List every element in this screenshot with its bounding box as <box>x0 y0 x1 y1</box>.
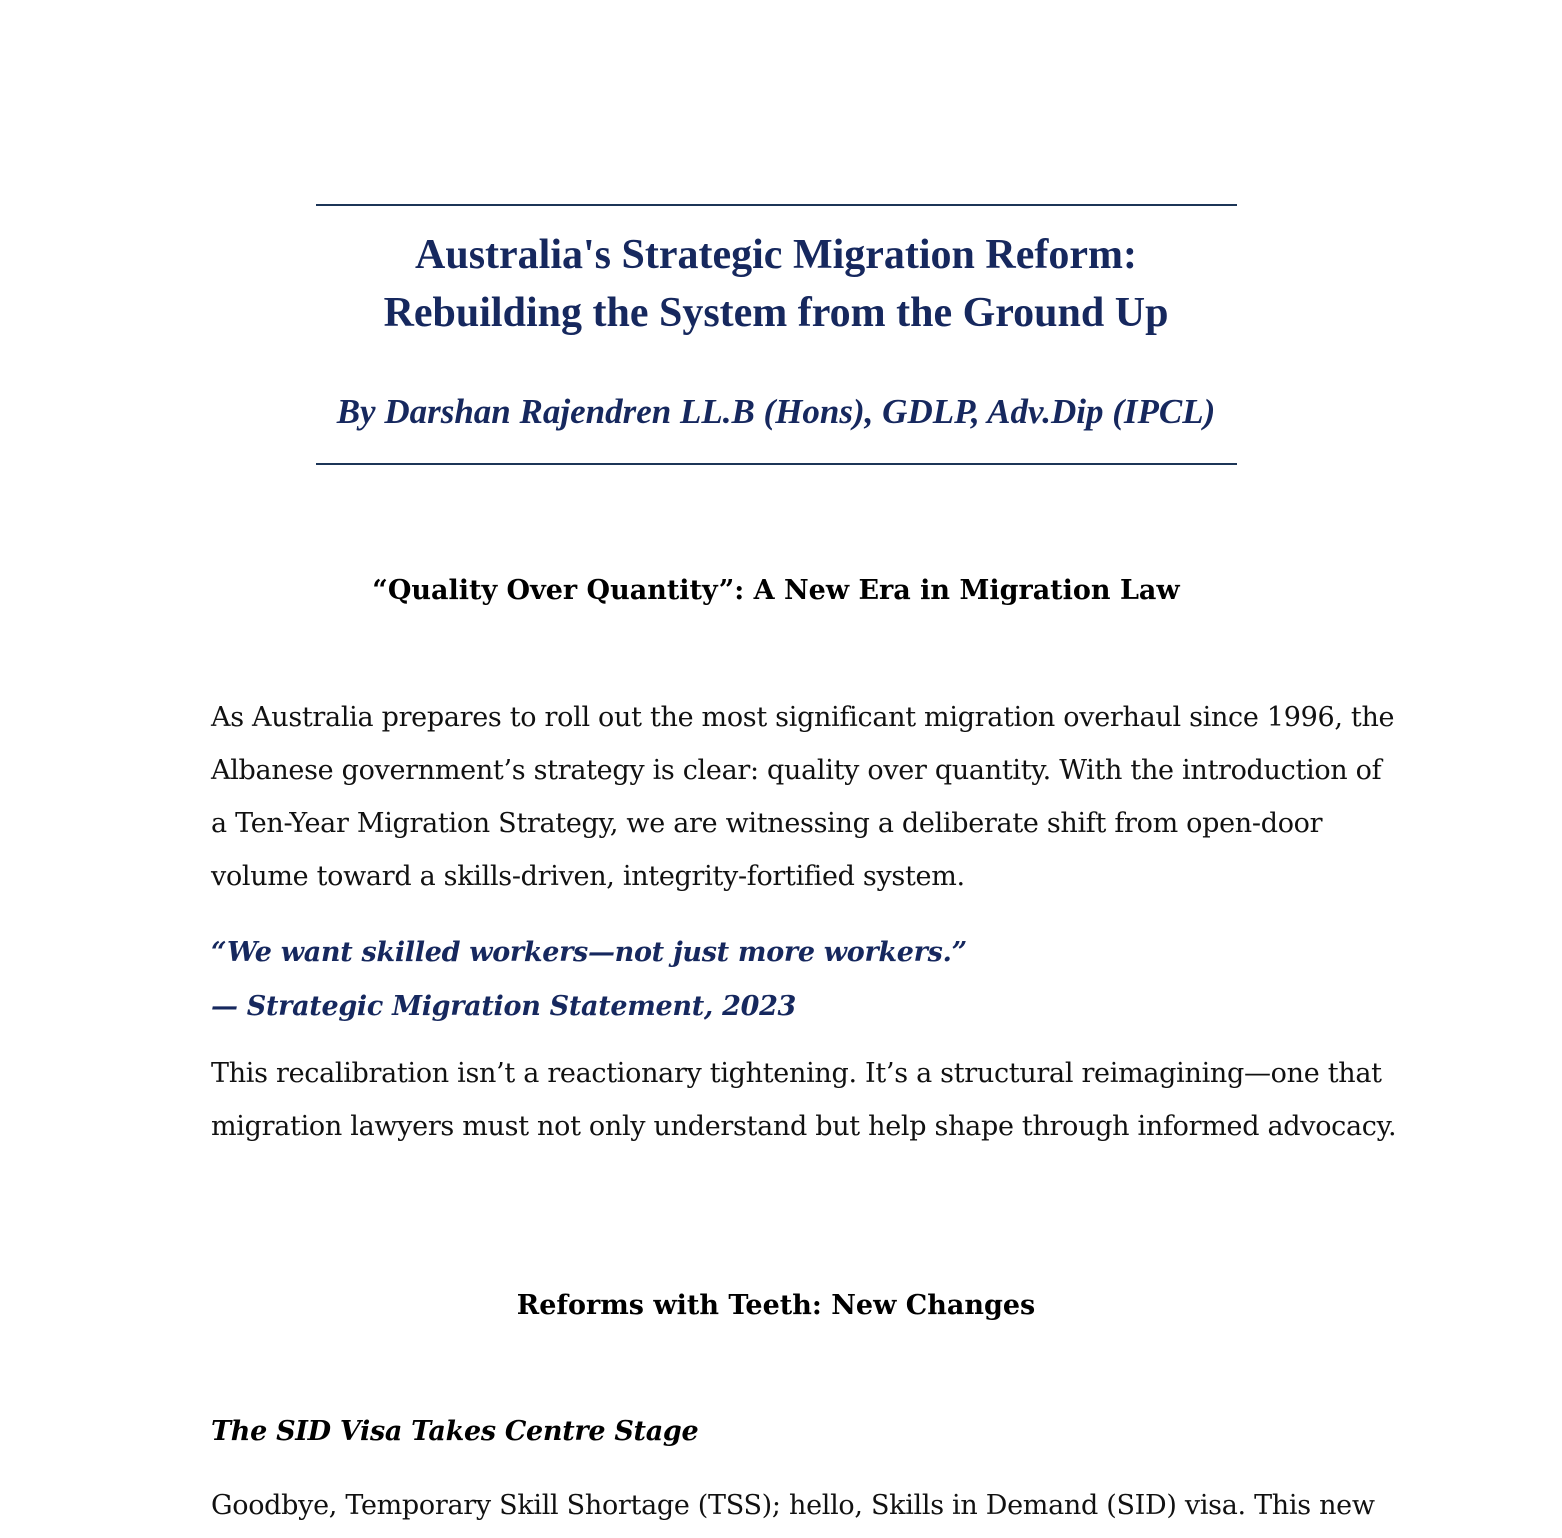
paragraph-line: Goodbye, Temporary Skill Shortage (TSS); hello, Skills in Demand (SID) visa. This new <box>211 1490 1375 1521</box>
paragraph-line: volume toward a skills-driven, integrity-fortified system. <box>211 861 965 892</box>
intro-paragraph <box>211 691 1395 903</box>
paragraph-line: a Ten-Year Migration Strategy, we are witnessing a deliberate shift from open-door <box>211 808 1323 839</box>
paragraph-line: migration lawyers must not only understand but help shape through informed advocacy. <box>211 1111 1397 1142</box>
author-byline: By Darshan Rajendren LL.B (Hons), GDLP, Adv.Dip (IPCL) <box>336 392 1216 431</box>
subheading-sid-visa: The SID Visa Takes Centre Stage <box>211 1416 699 1447</box>
article-title-line-1: Australia's Strategic Migration Reform: <box>415 232 1137 278</box>
paragraph-line: Albanese government’s strategy is clear: quality over quantity. With the introduction of <box>211 755 1382 786</box>
pull-quote <box>211 926 1351 1034</box>
article-title-line-2: Rebuilding the System from the Ground Up <box>383 290 1169 336</box>
paragraph-line: As Australia prepares to roll out the most significant migration overhaul since 1996, the <box>211 702 1395 733</box>
title-top-rule <box>316 204 1237 206</box>
sid-visa-paragraph <box>211 1479 1375 1532</box>
pull-quote-text: “We want skilled workers—not just more workers.” <box>211 937 967 968</box>
title-bottom-rule <box>316 463 1237 465</box>
pull-quote-attribution: — Strategic Migration Statement, 2023 <box>211 991 797 1022</box>
section-heading-reforms-with-teeth: Reforms with Teeth: New Changes <box>516 1290 1036 1321</box>
paragraph-line: This recalibration isn’t a reactionary tightening. It’s a structural reimagining—one that <box>211 1058 1382 1089</box>
article-title <box>216 226 1336 342</box>
section-heading-quality-over-quantity: “Quality Over Quantity”: A New Era in Migration Law <box>372 575 1180 606</box>
closing-paragraph <box>211 1047 1397 1153</box>
